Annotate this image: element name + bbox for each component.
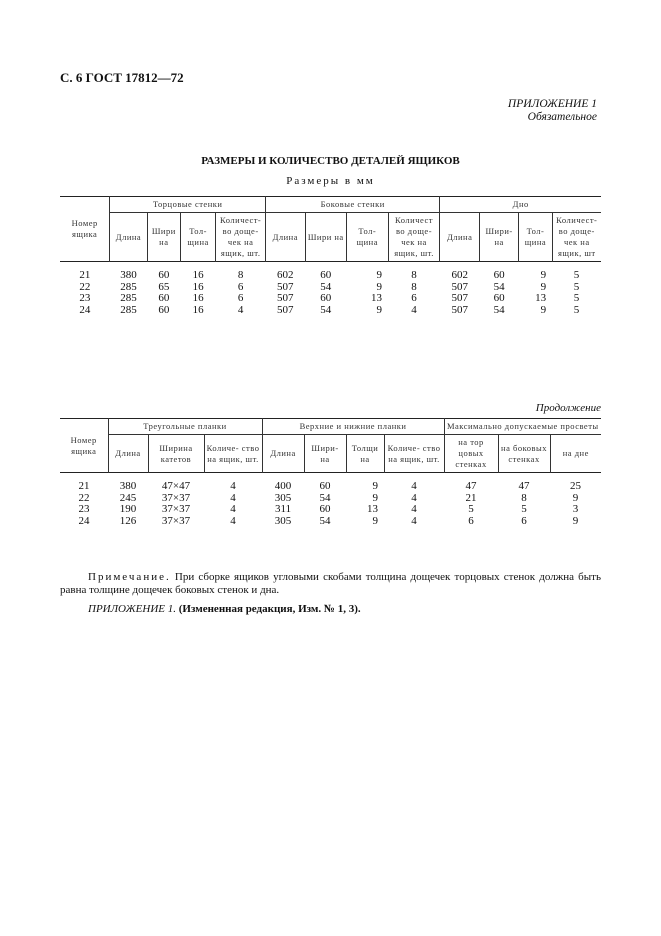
table-row — [60, 504, 601, 516]
table-cell: 22 — [78, 491, 90, 504]
box-number-header: Номер ящика — [70, 434, 97, 456]
table-cell: 25 — [570, 480, 582, 492]
box-number-header: Номер ящика — [71, 218, 98, 239]
col-header: Ширина катетов — [148, 435, 204, 473]
table-cell: 9 — [376, 269, 383, 281]
appendix-revision-note — [88, 603, 361, 615]
col-header: Толщи на — [346, 435, 384, 473]
table-cell: 9 — [376, 303, 383, 316]
table-cell: 60 — [320, 269, 332, 281]
table-cell: 9 — [540, 280, 547, 293]
table-cell: 23 — [79, 292, 91, 304]
group-header-max-gaps: Максимально допускаемые просветы — [444, 419, 601, 435]
table-cell: 4 — [411, 480, 417, 492]
table-cell: 5 — [468, 503, 474, 515]
table-cell: 60 — [158, 269, 170, 281]
col-header: Длина — [266, 213, 305, 262]
table-cell: 5 — [573, 292, 580, 304]
table-cell: 21 — [79, 269, 91, 281]
table-cell: 54 — [320, 303, 332, 316]
group-header-side-walls: Боковые стенки — [266, 197, 440, 213]
table-cell: 245 — [119, 491, 137, 504]
document-title: РАЗМЕРЫ И КОЛИЧЕСТВО ДЕТАЛЕЙ ЯЩИКОВ — [201, 155, 460, 167]
table-cell: 16 — [192, 269, 204, 281]
revision-text: (Измененная редакция, Изм. № 1, 3). — [178, 603, 361, 615]
table-cell: 54 — [493, 303, 505, 316]
table-cell: 47×47 — [161, 480, 191, 492]
table-cell: 285 — [120, 303, 137, 316]
table-cell: 65 — [158, 280, 170, 293]
col-header: на тор цовых стенках — [444, 435, 498, 473]
group-header-triangular-strips: Треугольные планки — [108, 419, 262, 435]
group-header-top-bottom-strips: Верхние и нижние планки — [262, 419, 444, 435]
table-cell: 8 — [237, 269, 244, 281]
table-cell: 380 — [119, 480, 137, 492]
table-cell: 305 — [274, 514, 292, 527]
note-text: При сборке ящиков угловыми скобами толщина дощечек торцовых стенок должна быть равна толщине дощечек боковых стенок и дна. — [60, 571, 601, 596]
table-cell: 3 — [572, 503, 579, 515]
table-cell: 60 — [320, 292, 332, 304]
appendix-subtitle: Обязательное — [527, 111, 597, 123]
table-cell: 37×37 — [161, 503, 191, 515]
table-cell: 60 — [158, 292, 170, 304]
col-header: Длина — [440, 213, 479, 262]
table-cell: 16 — [192, 303, 204, 316]
table-row — [60, 516, 601, 528]
table-cell: 9 — [372, 491, 379, 504]
table-cell: 190 — [119, 503, 137, 515]
col-header: Количест- во доще- чек на ящик, шт. — [216, 213, 266, 262]
table-cell: 507 — [451, 280, 468, 293]
table-cell: 47 — [518, 480, 530, 492]
table-cell: 23 — [78, 503, 90, 515]
col-header: Длина — [108, 435, 148, 473]
table-cell: 54 — [493, 280, 505, 293]
table-cell: 4 — [230, 514, 236, 527]
table-cell: 4 — [230, 491, 236, 504]
table-cell: 5 — [521, 503, 527, 515]
col-header: Длина — [110, 213, 147, 262]
col-header: Количест во доще- чек на ящик, шт. — [388, 213, 440, 262]
table-cell: 6 — [411, 292, 417, 304]
table-cell: 507 — [451, 303, 468, 316]
table-cell: 6 — [521, 514, 527, 527]
table-cell: 60 — [493, 292, 505, 304]
table-cell: 60 — [158, 303, 170, 316]
table-cell: 8 — [411, 280, 417, 293]
table-cell: 507 — [451, 292, 468, 304]
table-cell: 507 — [277, 292, 294, 304]
table-cell: 9 — [372, 480, 379, 492]
table-cell: 13 — [367, 503, 379, 515]
table-cell: 22 — [79, 280, 91, 293]
table-cell: 47 — [465, 480, 477, 492]
table-cell: 6 — [237, 292, 244, 304]
page-header: С. 6 ГОСТ 17812—72 — [60, 70, 184, 85]
col-header: Шири на — [305, 213, 347, 262]
table-cell: 9 — [372, 514, 379, 527]
col-header: Тол- щина — [519, 213, 552, 262]
col-header: Количест- во доще- чек на ящик, шт — [552, 213, 601, 262]
appendix-label — [508, 98, 597, 124]
table-row — [60, 481, 601, 493]
table-cell: 507 — [277, 280, 294, 293]
table-cell: 6 — [468, 514, 474, 527]
parts-dimensions-table — [60, 196, 601, 316]
table-cell: 8 — [521, 491, 527, 504]
continuation-label: Продолжение — [535, 402, 601, 414]
table-cell: 37×37 — [161, 514, 191, 527]
table-cell: 4 — [411, 491, 417, 504]
table-cell: 5 — [573, 280, 580, 293]
col-header: Шири- на — [479, 213, 518, 262]
table-cell: 8 — [411, 269, 417, 281]
table-cell: 4 — [411, 503, 417, 515]
col-header: Шири- на — [304, 435, 346, 473]
table-cell: 54 — [319, 491, 331, 504]
appendix-ref: ПРИЛОЖЕНИЕ 1. — [88, 603, 176, 615]
table-cell: 5 — [573, 303, 580, 316]
table-cell: 4 — [411, 303, 417, 316]
table-cell: 507 — [277, 303, 294, 316]
group-header-bottom: Дно — [440, 197, 601, 213]
table-row — [60, 305, 601, 317]
table-cell: 4 — [411, 514, 417, 527]
col-header: на боковых стенках — [498, 435, 550, 473]
parts-continuation-table — [60, 418, 601, 527]
table-cell: 4 — [230, 480, 236, 492]
table-cell: 13 — [371, 292, 383, 304]
note-paragraph — [60, 571, 601, 597]
col-header: на дне — [550, 435, 601, 473]
table-cell: 24 — [78, 514, 90, 527]
table-cell: 9 — [572, 514, 579, 527]
table-cell: 9 — [572, 491, 579, 504]
table-cell: 60 — [319, 480, 331, 492]
table-row — [60, 270, 601, 282]
units-caption: Размеры в мм — [286, 175, 375, 187]
col-header: Длина — [262, 435, 304, 473]
col-header: Количе- ство на ящик, шт. — [204, 435, 262, 473]
table-cell: 60 — [319, 503, 331, 515]
table-cell: 380 — [120, 269, 137, 281]
table-cell: 16 — [192, 292, 204, 304]
col-header: Шири на — [147, 213, 180, 262]
table-cell: 602 — [451, 269, 468, 281]
table-cell: 5 — [573, 269, 580, 281]
table-cell: 37×37 — [161, 491, 191, 504]
table-cell: 6 — [237, 280, 244, 293]
table-cell: 285 — [120, 292, 137, 304]
col-header: Тол- щина — [180, 213, 215, 262]
table-cell: 400 — [274, 480, 292, 492]
table-cell: 9 — [376, 280, 383, 293]
table-cell: 54 — [319, 514, 331, 527]
table-cell: 16 — [192, 280, 204, 293]
table-cell: 311 — [274, 503, 292, 515]
table-cell: 9 — [540, 269, 547, 281]
table-cell: 285 — [120, 280, 137, 293]
table-cell: 21 — [78, 480, 90, 492]
col-header: Тол- щина — [347, 213, 389, 262]
table-cell: 4 — [230, 503, 236, 515]
table-cell: 602 — [277, 269, 294, 281]
table-cell: 305 — [274, 491, 292, 504]
table-cell: 13 — [535, 292, 547, 304]
table-cell: 9 — [540, 303, 547, 316]
note-label: Примечание. — [88, 571, 171, 583]
appendix-title: ПРИЛОЖЕНИЕ 1 — [507, 98, 597, 110]
table-cell: 4 — [237, 303, 244, 316]
col-header: Количе- ство на ящик, шт. — [384, 435, 444, 473]
table-row — [60, 293, 601, 305]
table-cell: 21 — [465, 491, 477, 504]
table-cell: 24 — [79, 303, 91, 316]
table-cell: 126 — [119, 514, 137, 527]
table-cell: 54 — [320, 280, 332, 293]
group-header-end-walls: Торцовые стенки — [110, 197, 266, 213]
table-cell: 60 — [493, 269, 505, 281]
